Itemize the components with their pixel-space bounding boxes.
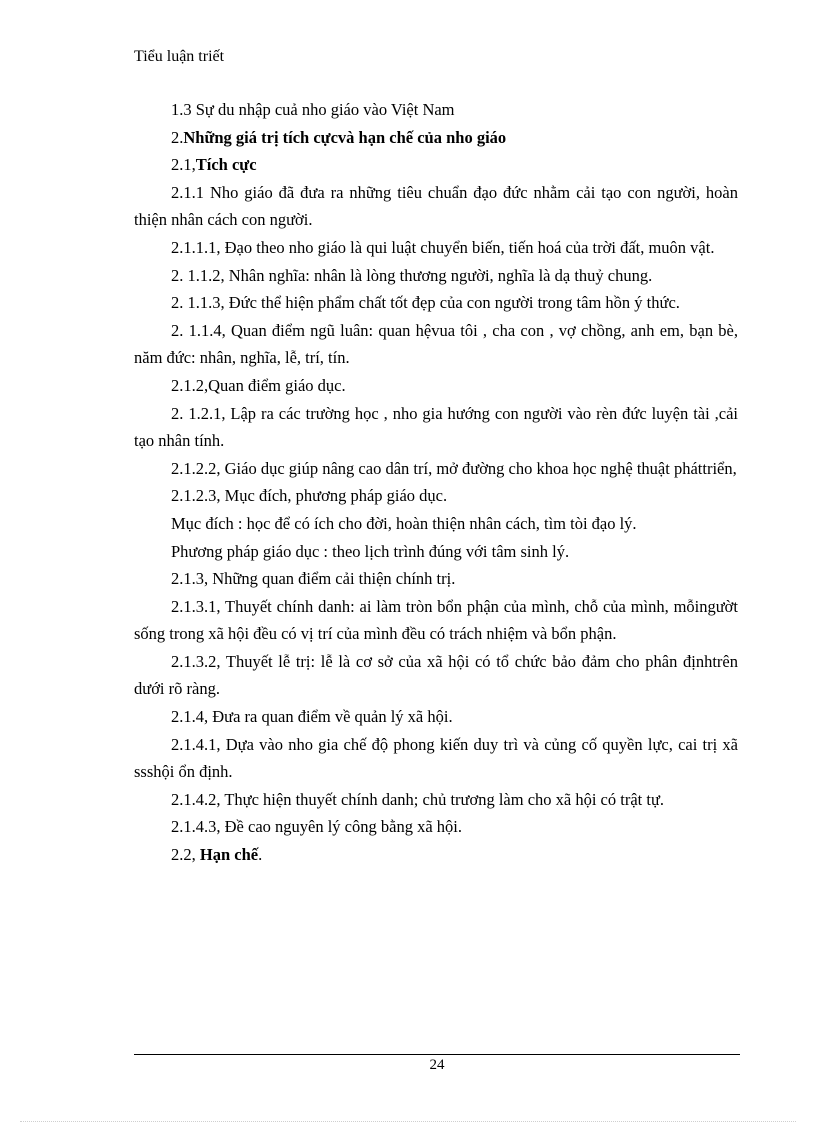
heading-2-2-number: 2.2, — [171, 845, 196, 865]
heading-2 — [134, 124, 738, 152]
paragraph-2-1-4: 2.1.4, Đưa ra quan điểm về quản lý xã hội. — [171, 707, 453, 727]
heading-2-2-title: Hạn chế — [199, 845, 259, 865]
paragraph-2-1-1-2: 2. 1.1.2, Nhân nghĩa: nhân là lòng thương người, nghĩa là dạ thuỷ chung. — [171, 265, 653, 285]
running-header: Tiểu luận triết — [134, 48, 225, 65]
paragraph-2-1-2-1: 2. 1.2.1, Lập ra các trường học , nho gia hướng con người vào rèn đức luyện tài ,cải tạo nhân tính. — [134, 403, 738, 451]
paragraph-2-1-2-3: 2.1.2.3, Mục đích, phương pháp giáo dục. — [171, 486, 448, 506]
paragraph-2-1-1-3: 2. 1.1.3, Đức thể hiện phẩm chất tốt đẹp của con người trong tâm hồn ý thức. — [171, 293, 680, 313]
paragraph-2-1-4-1: 2.1.4.1, Dựa vào nho gia chế độ phong kiến duy trì và củng cố quyền lực, cai trị xã ssshội ổn định. — [134, 734, 738, 782]
heading-2-1 — [134, 151, 738, 179]
paragraph-2-1-3: 2.1.3, Những quan điểm cải thiện chính trị. — [171, 569, 456, 589]
heading-2-title: Những giá trị tích cựcvà hạn chế của nho giáo — [183, 127, 507, 147]
page-bottom-border — [20, 1121, 796, 1122]
heading-2-number: 2. — [171, 127, 184, 147]
document-body — [134, 96, 738, 869]
paragraph-method: Phương pháp giáo dục : theo lịch trình đúng với tâm sinh lý. — [171, 541, 570, 561]
paragraph-2-1-3-2: 2.1.3.2, Thuyết lễ trị: lễ là cơ sở của xã hội có tổ chức bảo đảm cho phân địnhtrên dưới rõ ràng. — [134, 651, 738, 699]
paragraph-1-3: 1.3 Sự du nhập cuả nho giáo vào Việt Nam — [171, 100, 455, 119]
paragraph-2-1-3-1: 2.1.3.1, Thuyết chính danh: ai làm tròn bổn phận của mình, chỗ của mình, mỗingườt sống trong xã hội đều có vị trí của mình đều có trách nhiệm và bổn phận. — [134, 596, 738, 644]
paragraph-2-1-1-1: 2.1.1.1, Đạo theo nho giáo là qui luật chuyển biến, tiến hoá của trời đất, muôn vật. — [171, 237, 715, 257]
paragraph-2-1-1-4: 2. 1.1.4, Quan điểm ngũ luân: quan hệvua tôi , cha con , vợ chồng, anh em, bạn bè, năm đức: nhân, nghĩa, lễ, trí, tín. — [134, 320, 738, 368]
heading-2-1-number: 2.1, — [171, 155, 196, 175]
paragraph-2-1-4-3: 2.1.4.3, Đề cao nguyên lý công bằng xã hội. — [171, 817, 462, 837]
paragraph-2-1-4-2: 2.1.4.2, Thực hiện thuyết chính danh; chủ trương làm cho xã hội có trật tự. — [171, 789, 665, 809]
paragraph-2-1-2: 2.1.2,Quan điểm giáo dục. — [171, 375, 346, 395]
heading-2-2-period: . — [258, 845, 263, 865]
paragraph-2-1-2-2: 2.1.2.2, Giáo dục giúp nâng cao dân trí, mở đường cho khoa học nghệ thuật pháttriển, — [171, 458, 737, 478]
heading-2-1-title: Tích cực — [195, 155, 257, 175]
paragraph-2-1-1: 2.1.1 Nho giáo đã đưa ra những tiêu chuẩn đạo đức nhằm cải tạo con người, hoàn thiện nhân cách con người. — [134, 182, 738, 230]
heading-2-2 — [134, 841, 738, 869]
footer-divider — [134, 1054, 740, 1055]
paragraph-purpose: Mục đích : học để có ích cho đời, hoàn thiện nhân cách, tìm tòi đạo lý. — [171, 513, 637, 533]
page-number: 24 — [429, 1057, 445, 1073]
